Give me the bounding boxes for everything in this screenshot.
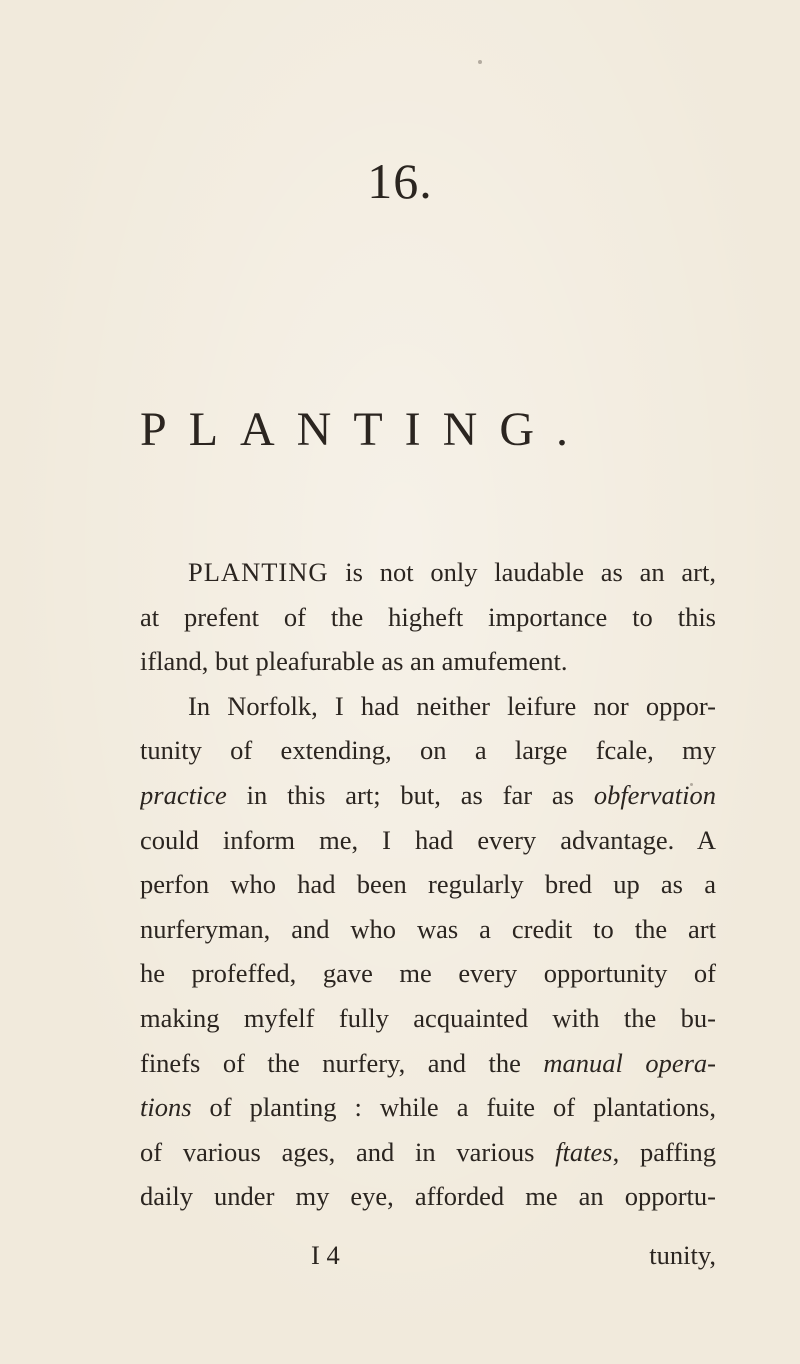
text-line [140, 1041, 716, 1086]
italic-term: obfervation [593, 779, 716, 810]
signature-mark: I 4 [311, 1240, 340, 1270]
page-number: 16. [367, 153, 433, 209]
text-fragment: of various ages, and in various [140, 1136, 556, 1167]
text-line: perfon who had been regularly bred up as a [140, 869, 716, 900]
text-line: nurferyman, and who was a credit to the art [140, 913, 716, 944]
text-line: daily under my eye, afforded me an opportu- [140, 1181, 716, 1212]
text-line [140, 1085, 716, 1130]
text-line [140, 1130, 716, 1175]
italic-term: ftates [555, 1136, 613, 1167]
catchword: tunity, [649, 1240, 716, 1270]
text-line: could inform me, I had every advantage. A [140, 824, 716, 855]
text-line [140, 550, 716, 595]
italic-term: practice [140, 779, 227, 810]
text-fragment: of planting : while a fuite of plantations, [191, 1092, 716, 1123]
section-title: PLANTING. [140, 403, 590, 456]
text-line: In Norfolk, I had neither leifure nor oppor- [188, 690, 716, 721]
text-line: making myfelf fully acquainted with the bu- [140, 1002, 716, 1033]
text-fragment: in this art; but, as far as [226, 779, 594, 810]
text-line [140, 773, 716, 818]
ink-speck [478, 60, 482, 64]
italic-term: manual opera- [543, 1047, 716, 1078]
opening-word: PLANTING [188, 557, 329, 587]
text-line: at prefent of the higheft importance to this [140, 601, 716, 632]
text-line: tunity of extending, on a large fcale, my [140, 735, 716, 766]
text-fragment: is not only laudable as an art, [328, 557, 716, 587]
body-text [140, 550, 716, 1219]
text-line: he profeffed, gave me every opportunity of [140, 958, 716, 989]
text-fragment: finefs of the nurfery, and the [140, 1047, 544, 1078]
text-line: ifland, but pleafurable as an amufement. [140, 646, 568, 677]
text-fragment: , paffing [612, 1136, 716, 1167]
italic-term: tions [140, 1092, 192, 1123]
